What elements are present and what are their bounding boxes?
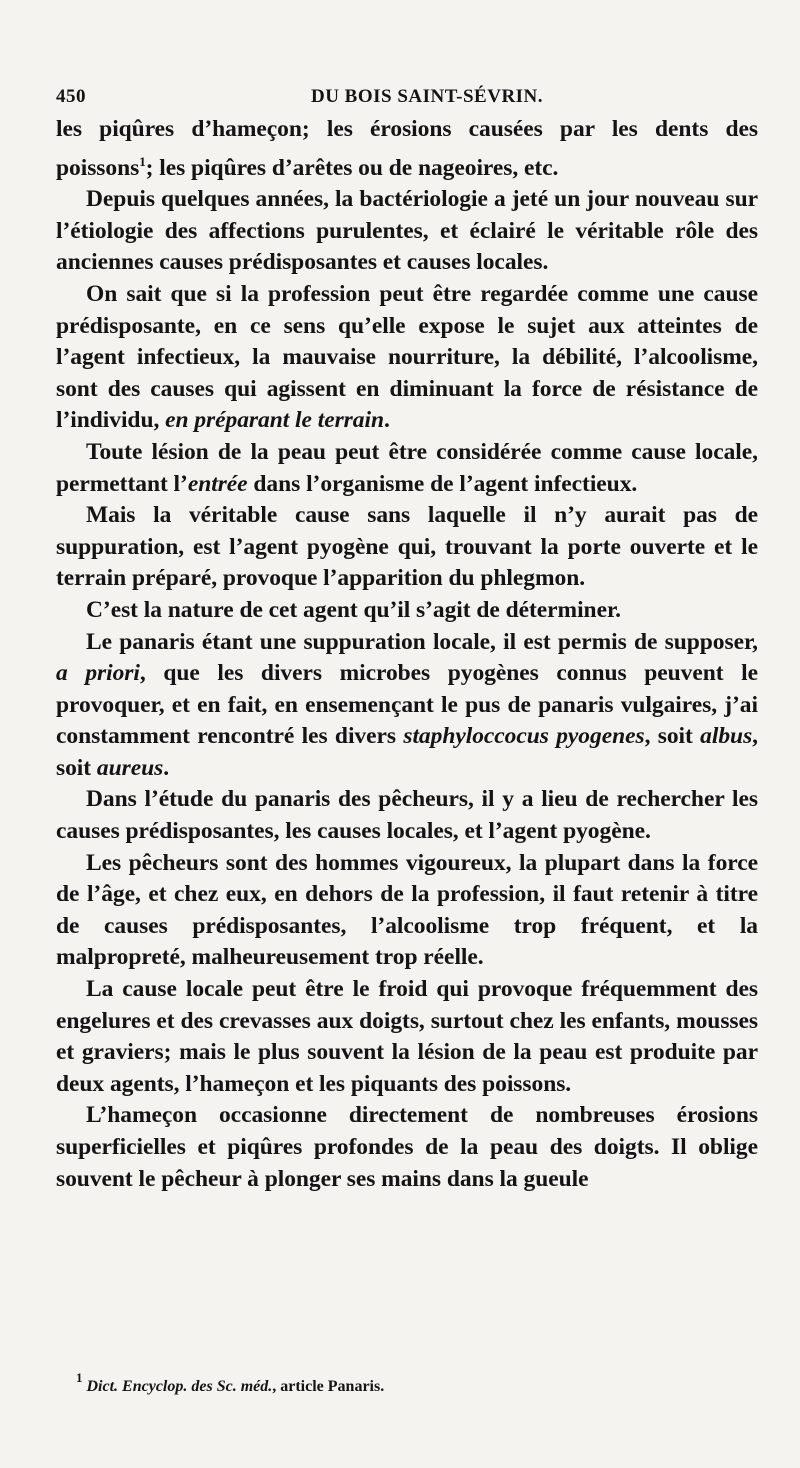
text-run: , soit xyxy=(644,723,701,750)
footnote xyxy=(76,1370,384,1396)
paragraph xyxy=(56,1100,758,1195)
text-run: C’est la nature de cet agent qu’il s’agit de déterminer. xyxy=(86,596,622,623)
italic-text: aureus xyxy=(96,754,164,781)
paragraph xyxy=(56,184,758,279)
text-run: , article Panaris. xyxy=(272,1378,385,1395)
text-run: Les pêcheurs sont des hommes vigoureux, la plupart dans la force de l’âge, et chez eux, en dehors de la profession, il faut retenir à titre de causes prédisposantes, l’alcoolisme trop fréquent, et la malpropreté, malheureusement trop réelle. xyxy=(56,849,758,971)
italic-text: albus xyxy=(700,723,753,750)
running-title: DU BOIS SAINT-SÉVRIN. xyxy=(310,86,544,107)
paragraph xyxy=(56,974,758,1100)
text-run: Dans l’étude du panaris des pêcheurs, il y a lieu de rechercher les causes prédisposantes, les causes locales, et l’agent pyogène. xyxy=(56,786,758,845)
text-run: , soit xyxy=(56,723,758,781)
italic-text: staphyloccocus pyogenes xyxy=(403,723,645,750)
paragraph xyxy=(56,500,758,595)
footnote-reference: 1 xyxy=(139,153,146,169)
italic-text: Dict. Encyclop. des Sc. méd. xyxy=(86,1378,273,1395)
text-run: Toute lésion de la peau peut être considérée comme cause locale, permettant l’ xyxy=(56,438,758,497)
running-head xyxy=(56,80,758,114)
paragraph xyxy=(56,279,758,437)
footnote-marker: 1 xyxy=(76,1370,83,1385)
italic-text: a priori xyxy=(56,660,140,687)
text-run: ; les piqûres d’arêtes ou de nageoires, etc. xyxy=(145,154,559,181)
text-run: les piqûres d’hameçon; les érosions causées par les dents des poissons xyxy=(56,116,758,181)
italic-text: entrée xyxy=(187,470,248,497)
text-run: On sait que si la profession peut être regardée comme une cause prédisposante, en ce sens qu’elle expose le sujet aux atteintes de l’agent infectieux, la mauvaise nourriture, la débilité, l’alcoolisme, sont des causes qui agissent en diminuant la force de résistance de l’individu, xyxy=(56,280,758,434)
footnote-text xyxy=(87,1378,385,1395)
paragraph xyxy=(56,437,758,500)
paragraph xyxy=(56,627,758,785)
text-run: Le panaris étant une suppuration locale, il est permis de supposer, xyxy=(86,628,758,655)
page-number: 450 xyxy=(56,86,86,107)
body-text xyxy=(56,114,758,1195)
text-run: L’hameçon occasionne directement de nombreuses érosions superficielles et piqûres profondes de la peau des doigts. Il oblige souvent le pêcheur à plonger ses mains dans la gueule xyxy=(56,1102,758,1192)
text-run: Depuis quelques années, la bactériologie a jeté un jour nouveau sur l’étiologie des affections purulentes, et éclairé le véritable rôle des anciennes causes prédisposantes et causes locales. xyxy=(56,186,758,276)
paragraph xyxy=(56,784,758,847)
text-run: Mais la véritable cause sans laquelle il n’y aurait pas de suppuration, est l’agent pyogène qui, trouvant la porte ouverte et le terrain préparé, provoque l’apparition du phlegmon. xyxy=(56,502,758,592)
italic-text: en préparant le terrain xyxy=(165,407,384,434)
text-run: dans l’organisme de l’agent infectieux. xyxy=(247,470,638,497)
paragraph xyxy=(56,114,758,184)
paragraph xyxy=(56,848,758,974)
text-run: . xyxy=(163,754,170,781)
text-run: . xyxy=(383,407,390,434)
paragraph xyxy=(56,595,758,627)
text-run: , que les divers microbes pyogènes connus peuvent le provoquer, et en fait, en ensemençant le pus de panaris vulgaires, j’ai constamment rencontré les divers xyxy=(56,660,758,750)
text-run: La cause locale peut être le froid qui provoque fréquemment des engelures et des crevasses aux doigts, surtout chez les enfants, mousses et graviers; mais le plus souvent la lésion de la peau est produite par deux agents, l’hameçon et les piquants des poissons. xyxy=(56,976,758,1097)
